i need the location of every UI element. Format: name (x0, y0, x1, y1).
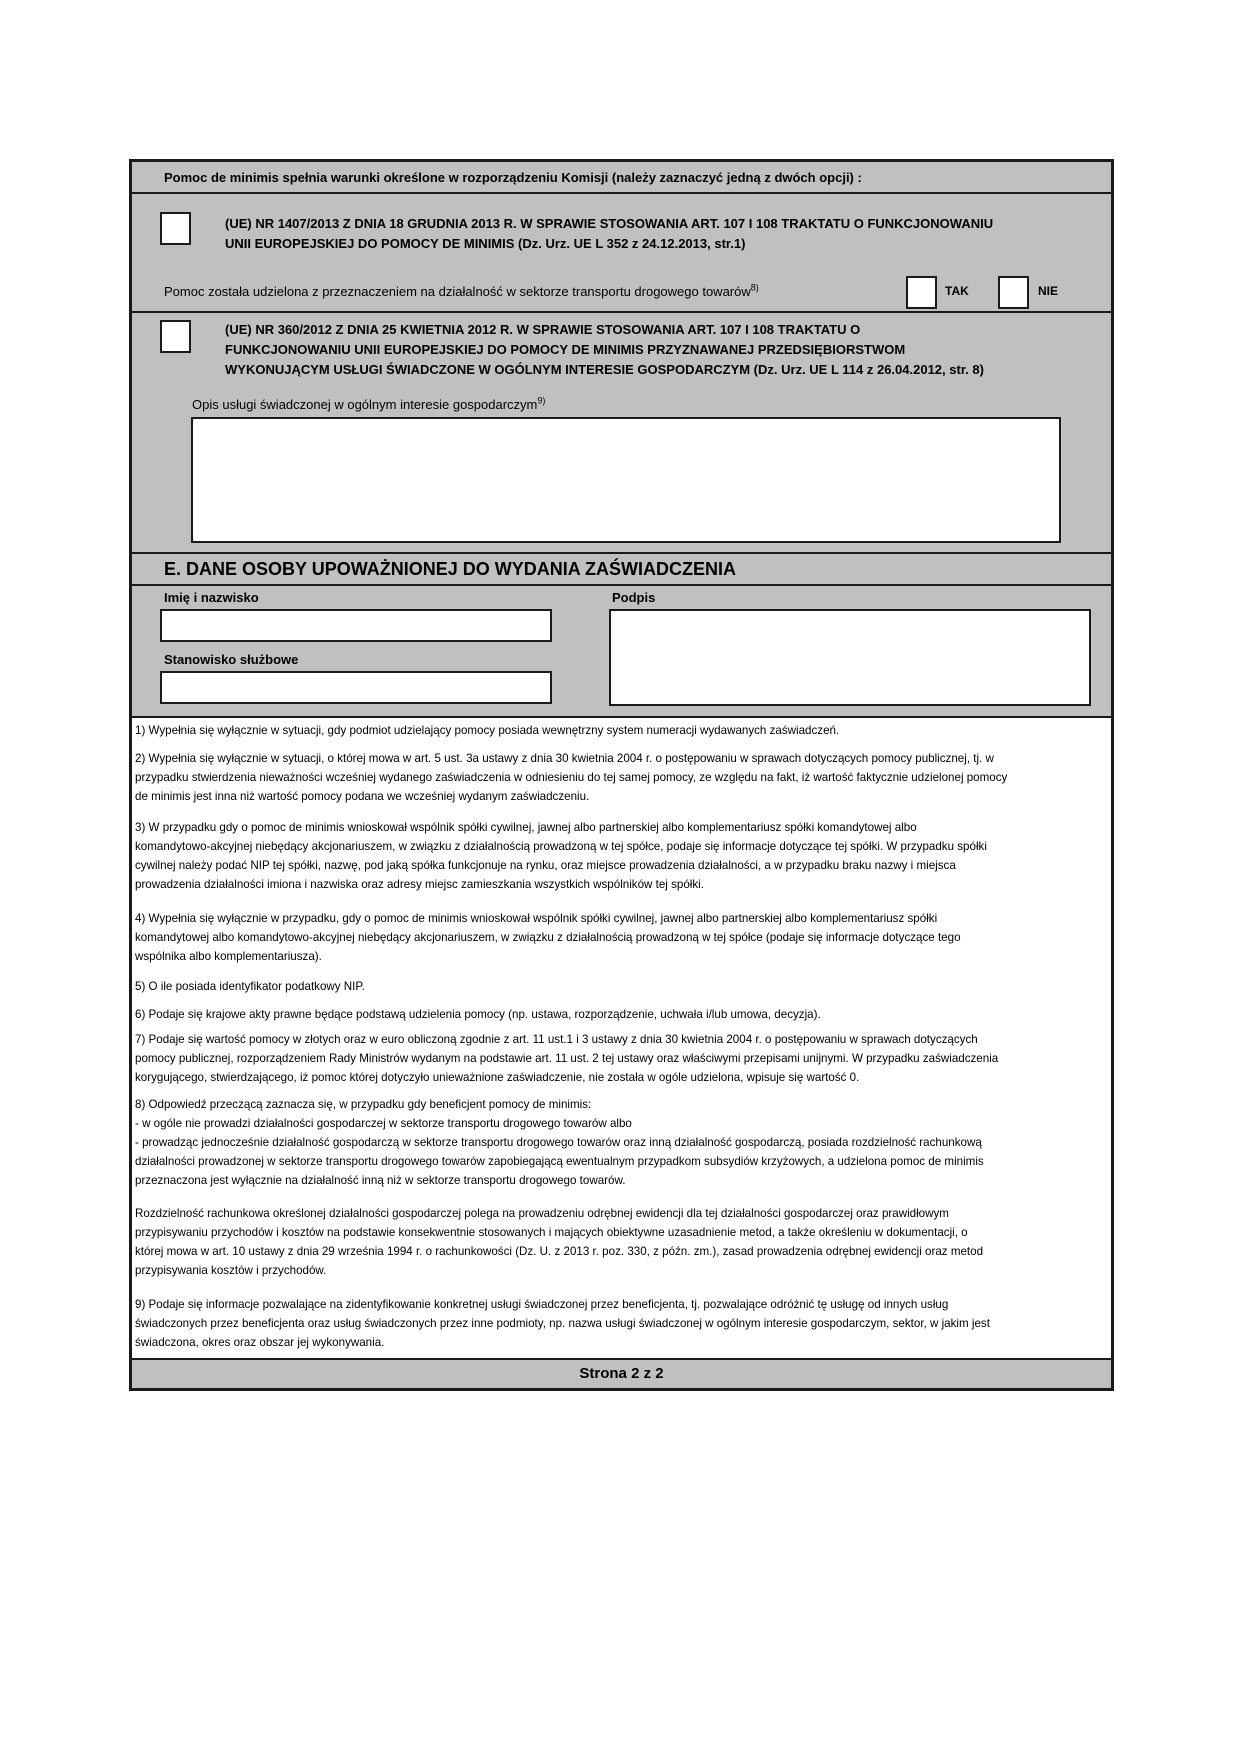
option2-line1: (UE) NR 360/2012 Z DNIA 25 KWIETNIA 2012 R. W SPRAWIE STOSOWANIA ART. 107 I 108 TRAKTATU O (225, 322, 861, 337)
section-e-title: E. DANE OSOBY UPOWAŻNIONEJ DO WYDANIA ZAŚWIADCZENIA (164, 559, 737, 579)
description-footnote-ref: 9) (537, 395, 546, 406)
tak-checkbox[interactable] (906, 276, 937, 309)
option1-line2: UNII EUROPEJSKIEJ DO POMOCY DE MINIMIS (Dz. Urz. UE L 352 z 24.12.2013, str.1) (225, 236, 746, 251)
page-number: Strona 2 z 2 (579, 1365, 664, 1382)
footer-row (132, 1360, 1111, 1388)
footnote-7: 7) Podaje się wartość pomocy w złotych oraz w euro obliczoną zgodnie z art. 11 ust.1 i 3 ustawy z dnia 30 kwietnia 2004 r. o postępowaniu w sprawach dotyczących pomocy publicznej, rozporządzeniem Rady Ministrów wydanym na podstawie art. 11 ust. 2 tej ustawy oraz właściwymi przepisami unijnymi. W przypadku zaświadczenia korygującego, stwierdzającego, iż pomoc której dotyczyło unieważnione zaświadczenie, nie została w ogóle udzielona, wpisuje się wartość 0. (135, 1033, 999, 1084)
option1-line1: (UE) NR 1407/2013 Z DNIA 18 GRUDNIA 2013 R. W SPRAWIE STOSOWANIA ART. 107 I 108 TRAKTATU O FUNKCJONOWANIU (225, 216, 994, 231)
transport-question-text: Pomoc została udzielona z przeznaczeniem na działalność w sektorze transportu drogowego towarów (164, 284, 751, 299)
instruction-text: Pomoc de minimis spełnia warunki określone w rozporządzeniu Komisji (należy zaznaczyć jedną z dwóch opcji) : (164, 170, 862, 185)
footnote-1: 1) Wypełnia się wyłącznie w sytuacji, gdy podmiot udzielający pomocy posiada wewnętrzny system numeracji wydawanych zaświadczeń. (135, 724, 840, 737)
nie-label: NIE (1038, 284, 1059, 298)
form-page (129, 159, 1114, 1391)
tak-label: TAK (945, 284, 969, 298)
option1-section (132, 194, 1111, 311)
option2-line3: WYKONUJĄCYM USŁUGI ŚWIADCZONE W OGÓLNYM INTERESIE GOSPODARCZYM (Dz. Urz. UE L 114 z 26.04.2012, str. 8) (225, 362, 984, 377)
divider (132, 716, 1111, 718)
option2-section (132, 313, 1111, 552)
section-e-fields (132, 586, 1111, 716)
description-label (192, 395, 892, 414)
footnote-3: 3) W przypadku gdy o pomoc de minimis wnioskował wspólnik spółki cywilnej, jawnej albo partnerskiej albo komplementariusz spółki komandytowej albo komandytowo-akcyjnej niebędący akcjonariuszem, w związku z działalnością prowadzoną w tej spółce, podaje się informacje dotyczące tej spółki. W przypadku spółki cywilnej należy podać NIP tej spółki, nazwę, pod jaką spółka funkcjonuje na rynku, oraz miejsce prowadzenia działalności, a w przypadku braku nazwy i miejsca prowadzenia działalności imiona i nazwiska oraz adresy miejsc zamieszkania wszystkich wspólników tej spółki. (135, 821, 987, 891)
signature-field[interactable] (609, 609, 1091, 706)
name-label: Imię i nazwisko (164, 590, 259, 605)
footnote-5: 5) O ile posiada identyfikator podatkowy NIP. (135, 980, 365, 993)
section-e-title-row (132, 554, 1111, 584)
position-label: Stanowisko służbowe (164, 652, 299, 667)
option2-checkbox[interactable] (160, 320, 191, 353)
footnote-6: 6) Podaje się krajowe akty prawne będące podstawą udzielenia pomocy (np. ustawa, rozporządzenie, uchwała i/lub umowa, decyzja). (135, 1008, 821, 1021)
option2-line2: FUNKCJONOWANIU UNII EUROPEJSKIEJ DO POMOCY DE MINIMIS PRZYZNAWANEJ PRZEDSIĘBIORSTWOM (225, 342, 906, 357)
footnote-2: 2) Wypełnia się wyłącznie w sytuacji, o której mowa w art. 5 ust. 3a ustawy z dnia 30 kwietnia 2004 r. o postępowaniu w sprawach dotyczących pomocy publicznej, tj. w przypadku stwierdzenia nieważności wcześniej wydanego zaświadczenia w odniesieniu do tej samej pomocy, ze względu na fakt, iż wartość faktycznie udzielonej pomocy de minimis jest inna niż wartość pomocy podana we wcześniej wydanym zaświadczeniu. (135, 752, 1008, 803)
name-field[interactable] (160, 609, 552, 642)
position-field[interactable] (160, 671, 552, 704)
footnote-8: 8) Odpowiedź przeczącą zaznacza się, w przypadku gdy beneficjent pomocy de minimis: - w ogóle nie prowadzi działalności gospodarczej w sektorze transportu drogowego towarów albo - prowadząc jednocześnie działalność gospodarczą w sektorze transportu drogowego towarów oraz inną działalność gospodarczą, posiada rozdzielność rachunkową działalności prowadzonej w sektorze transportu drogowego towarów zapobiegającą ewentualnym przypadkom subsydiów krzyżowych, a udzielona pomoc de minimis przeznaczona jest wyłącznie na działalność inną niż w sektorze transportu drogowego towarów. (135, 1098, 984, 1187)
transport-question (164, 282, 844, 301)
nie-checkbox[interactable] (998, 276, 1029, 309)
description-textarea[interactable] (191, 417, 1061, 543)
footnote-8-continuation: Rozdzielność rachunkowa określonej działalności gospodarczej polega na prowadzeniu odrębnej ewidencji dla tej działalności gospodarczej oraz prawidłowym przypisywaniu przychodów i kosztów na podstawie konsekwentnie stosowanych i mających obiektywne uzasadnienie metod, a także określeniu w dokumentacji, o której mowa w art. 10 ustawy z dnia 29 września 1994 r. o rachunkowości (Dz. U. z 2013 r. poz. 330, z późn. zm.), zasad prowadzenia odrębnej ewidencji oraz metod przypisywania kosztów i przychodów. (135, 1207, 984, 1277)
option1-checkbox[interactable] (160, 212, 191, 245)
transport-footnote-ref: 8) (750, 282, 759, 293)
signature-label: Podpis (612, 590, 656, 605)
header-row (132, 162, 1111, 192)
footnote-4: 4) Wypełnia się wyłącznie w przypadku, gdy o pomoc de minimis wnioskował wspólnik spółki cywilnej, jawnej albo partnerskiej albo komplementariusz spółki komandytowej albo komandytowo-akcyjnej niebędący akcjonariuszem, w związku z działalnością prowadzoną w tej spółce (podaje się informacje dotyczące tego wspólnika albo komplementariusza). (135, 912, 961, 963)
footnote-9: 9) Podaje się informacje pozwalające na zidentyfikowanie konkretnej usługi świadczonej przez beneficjenta, tj. pozwalające odróżnić tę usługę od innych usług świadczonych przez beneficjenta oraz usług świadczonych przez inne podmioty, np. nazwa usługi świadczonej w ogólnym interesie gospodarczym, sektor, w jakim jest świadczona, okres oraz obszar jej wykonywania. (135, 1298, 990, 1349)
description-label-text: Opis usługi świadczonej w ogólnym interesie gospodarczym (192, 397, 538, 412)
